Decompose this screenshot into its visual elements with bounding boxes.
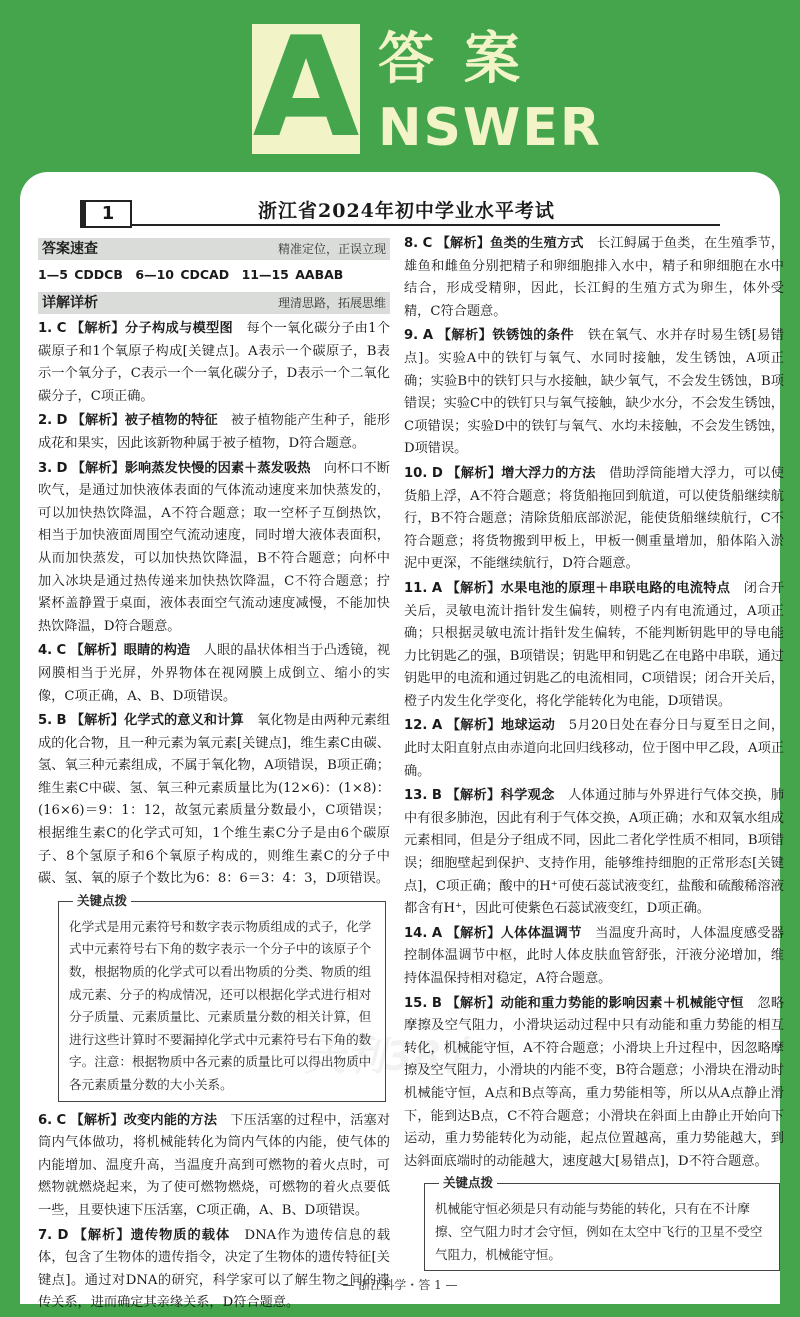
answer-explanation: 氧化物是由两种元素组成的化合物，且一种元素为氧元素[关键点]，维生素C由碳、氢、氧三种元素组成，不属于氧化物，A项错误，B项正确；维生素C中碳、氢、氧三种元素质量比为(12×6)：(1×8)：(16×6)＝9：1：12，故氢元素质量分数最小，C项错误；根据维生素C的化学式可知，1个维生素C分子是由6个碳原子、8个氢原子和6个氧原子构成的，则维生素C的分子中碳、氢、氧的原子个数比为6：8：6＝3：4：3，D项错误。 bbox=[38, 713, 391, 887]
answer-explanation: 每个一氧化碳分子由1个碳原子和1个氧原子构成[关键点]。A表示一个碳原子，B表示一个氧分子，C表示一个一氧化碳分子，D表示一个二氧化碳分子，C项正确。 bbox=[38, 321, 391, 404]
question-number: 5. bbox=[38, 713, 53, 729]
answer-explanation: 闭合开关后，灵敏电流计指针发生偏转，则橙子内有电流通过，A项正确；只根据灵敏电流计指针发生偏转，不能判断钥匙甲的导电能力比钥匙乙的强，B项错误；钥匙甲和钥匙乙在电路中串联，通过钥匙甲的电流和通过钥匙乙的电流相同，C项错误；闭合开关后，橙子内发生化学变化，将化学能转化为电能，D项错误。 bbox=[404, 580, 784, 709]
question-number: 6. bbox=[38, 1112, 53, 1128]
answer-topic: 水果电池的原理＋串联电路的电流特点 bbox=[500, 580, 731, 596]
answer-item bbox=[404, 715, 784, 783]
answer-explanation: 忽略摩擦及空气阻力，小滑块运动过程中只有动能和重力势能的相互转化，机械能守恒，A不符合题意；小滑块上升过程中，因忽略摩擦及空气阻力，小滑块的内能不变，B符合题意；小滑块在滑动时机械能守恒，A点和B点等高，重力势能相等，所以从A点静止滑下，能到达B点，C不符合题意；小滑块在斜面上由静止开始向下运动，重力势能转化为动能，起点位置越高，重力势能越大，到达斜面底端时的动能越大，速度越大[易错点]，D不符合题意。 bbox=[404, 995, 785, 1169]
quick-answers-header bbox=[38, 238, 390, 260]
question-number: 8. bbox=[404, 236, 419, 251]
question-number: 1. bbox=[38, 321, 53, 336]
answer-topic: 动能和重力势能的影响因素＋机械能守恒 bbox=[500, 995, 744, 1011]
analysis-tag: 【解析】 bbox=[70, 713, 125, 729]
analysis-tag: 【解析】 bbox=[70, 321, 125, 336]
answer-topic: 遗传物质的载体 bbox=[130, 1227, 231, 1243]
answer-explanation: 人体通过肺与外界进行气体交换，肺中有很多肺泡，因此有利于气体交换，A项正确；水和双氧水组成元素相同，但是分子组成不同，因此二者化学性质不相同，B项错误；细胞壁起到保护、支持作用，能够维持细胞的正常形态[关键点]，C项正确；酸中的H⁺可使石蕊试液变红，盐酸和硫酸稀溶液都含有H⁺，因此可使紫色石蕊试液变红，D项正确。 bbox=[404, 788, 785, 917]
answer-topic: 铁锈蚀的条件 bbox=[492, 328, 575, 344]
answer-letter: D bbox=[57, 1227, 69, 1243]
quick-answers-heading: 答案速查 bbox=[42, 241, 98, 257]
answer-item bbox=[38, 410, 390, 455]
answer-topic: 鱼类的生殖方式 bbox=[490, 236, 584, 251]
answer-logo-box bbox=[252, 7, 360, 168]
analysis-tag: 【解析】 bbox=[436, 236, 491, 251]
answer-item bbox=[404, 325, 784, 461]
answer-explanation: 借助浮筒能增大浮力，可以使货船上浮，A不符合题意；将货船拖回到航道，可以使货船继续航行，B不符合题意；清除货船底部淤泥，能使货船继续航行，C不符合题意；将货物搬到甲板上，甲板一侧重量增加，船体陷入淤泥中更深，不能继续航行，D符合题意。 bbox=[404, 465, 784, 572]
key-point-tip-right bbox=[424, 1175, 780, 1271]
answer-explanation: 下压活塞的过程中，活塞对筒内气体做功，将机械能转化为筒内气体的内能，使气体的内能增加、温度升高，当温度升高到可燃物的着火点时，可燃物就燃烧起来，为了使可燃物燃烧，可燃物的着火点要低一些，且要快速下压活塞，C项正确，A、B、D项错误。 bbox=[38, 1112, 391, 1218]
answer-explanation: 当温度升高时，人体温度感受器控制体温调节中枢，此时人体皮肤血管舒张，汗液分泌增加，维持体温保持相对稳定，A符合题意。 bbox=[404, 925, 784, 986]
analysis-tag: 【解析】 bbox=[70, 1112, 124, 1128]
analysis-tag: 【解析】 bbox=[70, 643, 124, 659]
answer-letter: B bbox=[56, 713, 67, 729]
question-number: 13. bbox=[404, 788, 428, 804]
header-banner bbox=[0, 0, 800, 200]
answer-logo-letter: A bbox=[252, 7, 360, 168]
question-number: 3. bbox=[38, 460, 53, 476]
detailed-header bbox=[38, 292, 390, 314]
right-column bbox=[404, 233, 784, 1279]
answer-en-title: NSWER bbox=[378, 98, 602, 158]
detailed-slogan: 理清思路，拓展思维 bbox=[277, 296, 386, 310]
answer-letter: B bbox=[431, 995, 442, 1011]
answer-explanation: DNA作为遗传信息的载体，包含了生物体的遗传指令，决定了生物体的遗传特征[关键点]。通过对DNA的研究，科学家可以了解生物之间的遗传关系，进而确定其亲缘关系，D符合题意。 bbox=[38, 1227, 391, 1311]
analysis-tag: 【解析】 bbox=[71, 413, 125, 429]
quick-answers-text: 1—5 CDDCB 6—10 CDCAD 11—15 AABAB bbox=[38, 267, 344, 282]
answer-explanation: 长江鲟属于鱼类，在生殖季节，雄鱼和雌鱼分别把精子和卵细胞排入水中，精子和卵细胞在水中结合，形成受精卵，因此，长江鲟的生殖方式为卵生，体外受精，C符合题意。 bbox=[404, 236, 785, 319]
answer-topic: 科学观念 bbox=[500, 788, 555, 804]
answer-letter: A bbox=[431, 925, 443, 941]
question-number: 11. bbox=[404, 580, 428, 596]
quick-answers-slogan: 精准定位，正误立现 bbox=[277, 242, 386, 256]
analysis-tag: 【解析】 bbox=[446, 788, 501, 804]
answer-letter: A bbox=[422, 328, 434, 344]
tip-title: 关键点拨 bbox=[73, 890, 131, 912]
analysis-tag: 【解析】 bbox=[446, 718, 501, 734]
analysis-tag: 【解析】 bbox=[73, 1227, 131, 1243]
answer-topic: 化学式的意义和计算 bbox=[124, 713, 244, 729]
answer-item bbox=[404, 578, 784, 714]
answer-topic: 眼睛的构造 bbox=[123, 643, 191, 659]
answer-topic: 被子植物的特征 bbox=[124, 413, 218, 429]
analysis-tag: 【解析】 bbox=[446, 995, 501, 1011]
question-number: 12. bbox=[404, 718, 428, 734]
answer-item bbox=[404, 923, 784, 991]
answer-item bbox=[38, 1225, 390, 1315]
answer-topic: 增大浮力的方法 bbox=[501, 465, 596, 481]
answer-cn-title: 答案 bbox=[378, 27, 550, 92]
answer-topic: 分子构成与模型图 bbox=[124, 321, 234, 336]
tip-text: 机械能守恒必须是只有动能与势能的转化，只有在不计摩擦、空气阻力时才会守恒，例如在太空中飞行的卫星不受空气阻力，机械能守恒。 bbox=[435, 1201, 763, 1262]
detailed-heading: 详解详析 bbox=[42, 295, 98, 311]
analysis-tag: 【解析】 bbox=[446, 580, 501, 596]
answer-item bbox=[404, 993, 784, 1174]
answer-topic: 人体体温调节 bbox=[500, 925, 582, 941]
title-underline bbox=[130, 224, 720, 226]
answer-item bbox=[404, 785, 784, 921]
question-number: 7. bbox=[38, 1227, 53, 1243]
answer-explanation: 向杯口不断吹气，是通过加快液体表面的气体流动速度来加快蒸发的，可以加快热饮降温，A不符合题意；取一空杯子互倒热饮，相当于加快液面周围空气流动速度，同时增大液体表面积，从而加快蒸发，可以加快热饮降温，B不符合题意；向杯中加入冰块是通过热传递来加快热饮降温，C不符合题意；拧紧杯盖静置于桌面，液体表面空气流动速度减慢，不能加快热饮降温，D符合题意。 bbox=[38, 460, 390, 634]
answer-item bbox=[38, 640, 390, 708]
left-column bbox=[38, 238, 390, 1317]
answer-letter: D bbox=[431, 465, 443, 481]
exam-name: 浙江省2024年初中学业水平考试 bbox=[258, 200, 555, 222]
tip-text: 化学式是用元素符号和数字表示物质组成的式子，化学式中元素符号右下角的数字表示一个分子中的该原子个数，根据物质的化学式可以看出物质的分类、物质的组成元素、分子的构成情况，还可以根据化学式进行相对分子质量、元素质量比、元素质量分数的相关计算，但进行这些计算时不要漏掉化学式中元素符号右下角的数字。注意：根据物质中各元素的质量比可以得出物质中各元素质量分数的大小关系。 bbox=[69, 918, 372, 1092]
answer-letter: D bbox=[56, 413, 68, 429]
answer-explanation: 5月20日处在春分日与夏至日之间，此时太阳直射点由赤道向北回归线移动，位于图中甲乙段，A项正确。 bbox=[404, 718, 785, 779]
question-number: 15. bbox=[404, 995, 428, 1011]
answer-explanation: 人眼的晶状体相当于凸透镜，视网膜相当于光屏，外界物体在视网膜上成倒立、缩小的实像，C项正确，A、B、D项错误。 bbox=[38, 643, 391, 704]
answer-letter: B bbox=[431, 788, 442, 804]
answer-item bbox=[404, 233, 784, 323]
analysis-tag: 【解析】 bbox=[71, 460, 125, 476]
tip-title: 关键点拨 bbox=[439, 1172, 497, 1194]
question-number: 9. bbox=[404, 328, 419, 344]
answer-letter: D bbox=[56, 460, 68, 476]
question-number: 2. bbox=[38, 413, 53, 429]
left-answer-list bbox=[38, 318, 390, 891]
watermark: 天利38套 bbox=[305, 1034, 481, 1080]
answer-item bbox=[404, 463, 784, 576]
right-answer-list bbox=[404, 233, 784, 1173]
answer-item bbox=[38, 458, 390, 639]
answer-letter: A bbox=[431, 718, 443, 734]
key-point-tip-left bbox=[58, 892, 386, 1102]
analysis-tag: 【解析】 bbox=[447, 465, 502, 481]
answer-topic: 地球运动 bbox=[500, 718, 556, 734]
page-footer: — 浙江科学・答 1 — bbox=[342, 1278, 458, 1292]
analysis-tag: 【解析】 bbox=[437, 328, 493, 344]
answer-letter: C bbox=[422, 236, 433, 251]
answer-topic: 改变内能的方法 bbox=[123, 1112, 218, 1128]
analysis-tag: 【解析】 bbox=[446, 925, 501, 941]
exam-title-bar bbox=[58, 194, 718, 224]
answer-letter: C bbox=[56, 321, 67, 336]
exam-number: 1 bbox=[80, 200, 132, 228]
answer-explanation: 被子植物能产生种子，能形成花和果实，因此该新物种属于被子植物，D符合题意。 bbox=[38, 413, 390, 451]
question-number: 14. bbox=[404, 925, 428, 941]
answer-explanation: 铁在氧气、水并存时易生锈[易错点]。实验A中的铁钉与氧气、水同时接触，发生锈蚀，A项正确；实验B中的铁钉只与水接触，缺少氧气，不会发生锈蚀，B项错误；实验C中的铁钉只与氧气接触，缺少水分，不会发生锈蚀，C项错误；实验D中的铁钉与氧气、水均未接触，不会发生锈蚀，D项错误。 bbox=[404, 328, 785, 457]
answer-letter: C bbox=[56, 1112, 67, 1128]
answer-item bbox=[38, 318, 390, 408]
question-number: 10. bbox=[404, 465, 428, 481]
answer-letter: C bbox=[56, 643, 67, 659]
question-number: 4. bbox=[38, 643, 53, 659]
answer-item bbox=[38, 710, 390, 891]
answer-letter: A bbox=[431, 580, 443, 596]
answer-topic: 影响蒸发快慢的因素＋蒸发吸热 bbox=[124, 460, 311, 476]
answer-item bbox=[38, 1110, 390, 1223]
